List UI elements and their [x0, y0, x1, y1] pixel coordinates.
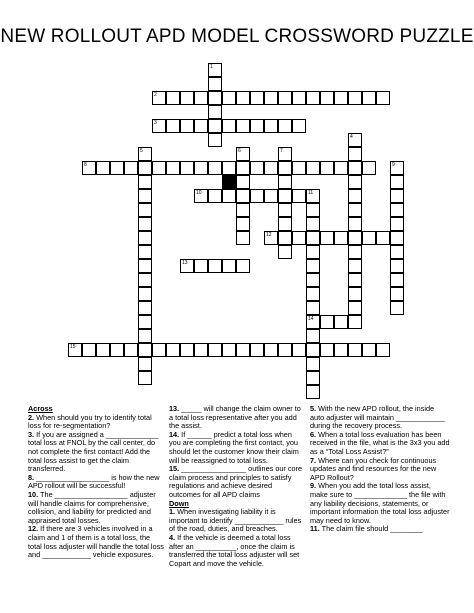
grid-cell[interactable]: [236, 175, 250, 189]
clue-number-7: 7: [280, 147, 283, 154]
grid-cell[interactable]: [278, 161, 292, 175]
clue-number-1: 1: [210, 63, 213, 70]
grid-cell[interactable]: [362, 161, 376, 175]
clue-across-12: 12. If there are 3 vehicles involved in a claim and 1 of them is a total loss, the total loss adjuster will handle the total loss and ____________ vehicle exposures.: [28, 524, 164, 560]
grid-cell[interactable]: [250, 161, 264, 175]
grid-cell[interactable]: [348, 147, 362, 161]
grid-cell[interactable]: [166, 161, 180, 175]
grid-cell[interactable]: [250, 91, 264, 105]
grid-cell[interactable]: [236, 189, 250, 203]
grid-cell[interactable]: [334, 343, 348, 357]
grid-cell[interactable]: [306, 287, 320, 301]
grid-cell[interactable]: [390, 175, 404, 189]
grid-cell[interactable]: [194, 161, 208, 175]
grid-cell[interactable]: [250, 119, 264, 133]
grid-cell[interactable]: [138, 245, 152, 259]
grid-cell[interactable]: [138, 217, 152, 231]
grid-cell[interactable]: [138, 189, 152, 203]
grid-cell[interactable]: [292, 161, 306, 175]
clues-column-2: [169, 405, 305, 568]
grid-cell[interactable]: [236, 119, 250, 133]
grid-cell[interactable]: [292, 119, 306, 133]
grid-cell[interactable]: [278, 203, 292, 217]
clue-number-9: 9: [392, 161, 395, 168]
grid-cell[interactable]: [306, 371, 320, 385]
grid-cell[interactable]: [222, 119, 236, 133]
grid-cell[interactable]: [138, 343, 152, 357]
grid-cell[interactable]: [348, 161, 362, 175]
grid-cell[interactable]: [264, 189, 278, 203]
grid-cell[interactable]: [236, 203, 250, 217]
grid-cell[interactable]: [348, 217, 362, 231]
clue-number-5: 5: [140, 147, 143, 154]
grid-cell[interactable]: [348, 189, 362, 203]
grid-cell[interactable]: [362, 91, 376, 105]
grid-cell[interactable]: [208, 119, 222, 133]
grid-cell[interactable]: [320, 161, 334, 175]
grid-cell[interactable]: [138, 231, 152, 245]
grid-cell[interactable]: [292, 231, 306, 245]
grid-cell[interactable]: [250, 343, 264, 357]
grid-cell[interactable]: [264, 343, 278, 357]
grid-cell[interactable]: [348, 315, 362, 329]
grid-cell[interactable]: [278, 217, 292, 231]
grid-cell[interactable]: [124, 343, 138, 357]
grid-cell[interactable]: [138, 371, 152, 385]
grid-cell[interactable]: [152, 343, 166, 357]
grid-cell[interactable]: [82, 343, 96, 357]
grid-cell[interactable]: [264, 91, 278, 105]
down-heading: Down: [169, 498, 189, 508]
grid-cell[interactable]: [278, 245, 292, 259]
grid-cell[interactable]: [348, 273, 362, 287]
grid-cell[interactable]: [334, 315, 348, 329]
black-square: [222, 175, 236, 189]
grid-cell[interactable]: [138, 203, 152, 217]
grid-cell[interactable]: [236, 231, 250, 245]
grid-cell[interactable]: [348, 91, 362, 105]
grid-cell[interactable]: [236, 161, 250, 175]
grid-cell[interactable]: [166, 343, 180, 357]
clue-number-10: 10: [196, 189, 202, 196]
grid-cell[interactable]: [208, 259, 222, 273]
clue-across-13: 13. _____ will change the claim owner to a total loss representative after you add the assist.: [169, 404, 301, 431]
grid-cell[interactable]: [348, 287, 362, 301]
page-title: NEW ROLLOUT APD MODEL CROSSWORD PUZZLE: [0, 26, 474, 47]
grid-cell[interactable]: [390, 203, 404, 217]
grid-cell[interactable]: [376, 231, 390, 245]
grid-cell[interactable]: [96, 161, 110, 175]
grid-cell[interactable]: [208, 105, 222, 119]
grid-cell[interactable]: [376, 91, 390, 105]
grid-cell[interactable]: [180, 119, 194, 133]
grid-cell[interactable]: [278, 91, 292, 105]
grid-cell[interactable]: [208, 91, 222, 105]
grid-cell[interactable]: [390, 273, 404, 287]
grid-cell[interactable]: [180, 343, 194, 357]
grid-cell[interactable]: [180, 161, 194, 175]
grid-cell[interactable]: [278, 175, 292, 189]
grid-cell[interactable]: [236, 91, 250, 105]
grid-cell[interactable]: [138, 357, 152, 371]
grid-cell[interactable]: [292, 91, 306, 105]
grid-cell[interactable]: [166, 91, 180, 105]
clue-number-11: 11: [308, 189, 314, 196]
grid-cell[interactable]: [222, 259, 236, 273]
grid-cell[interactable]: [138, 273, 152, 287]
grid-cell[interactable]: [222, 91, 236, 105]
clue-across-10: 10. The __________________ adjuster will handle claims for comprehensive, collision, and liability for predicted and appraised total losses.: [28, 489, 156, 525]
clues-column-1: [28, 405, 164, 560]
clue-down-11: 11. The claim file should ________: [310, 524, 423, 534]
grid-cell[interactable]: [320, 91, 334, 105]
grid-cell[interactable]: [306, 245, 320, 259]
grid-cell[interactable]: [278, 343, 292, 357]
grid-cell[interactable]: [306, 161, 320, 175]
grid-cell[interactable]: [264, 161, 278, 175]
grid-cell[interactable]: [306, 301, 320, 315]
grid-cell[interactable]: [348, 203, 362, 217]
grid-cell[interactable]: [306, 329, 320, 343]
grid-cell[interactable]: [222, 343, 236, 357]
clue-number-15: 15: [70, 343, 76, 350]
across-heading: Across: [28, 404, 53, 413]
clue-number-2: 2: [154, 91, 157, 98]
grid-cell[interactable]: [222, 161, 236, 175]
clue-down-5: 5. With the new APD rollout, the inside auto adjuster will maintain ____________ during the recovery process.: [310, 404, 445, 431]
grid-cell[interactable]: [110, 343, 124, 357]
grid-cell[interactable]: [334, 161, 348, 175]
grid-cell[interactable]: [390, 259, 404, 273]
grid-cell[interactable]: [306, 217, 320, 231]
clue-number-12: 12: [266, 231, 272, 238]
grid-cell[interactable]: [278, 119, 292, 133]
grid-cell[interactable]: [390, 231, 404, 245]
clue-across-2: 2. When should you try to identify total loss for re-segmentation?: [28, 412, 152, 431]
grid-cell[interactable]: [208, 189, 222, 203]
grid-cell[interactable]: [208, 77, 222, 91]
grid-cell[interactable]: [208, 343, 222, 357]
clue-across-15: 15. ________________ outlines our core claim process and principles to satisfy regulations and achieve desired outcomes for all APD claims: [169, 464, 303, 499]
grid-cell[interactable]: [306, 91, 320, 105]
grid-cell[interactable]: [250, 189, 264, 203]
grid-cell[interactable]: [348, 259, 362, 273]
grid-cell[interactable]: [208, 133, 222, 147]
grid-cell[interactable]: [348, 245, 362, 259]
grid-cell[interactable]: [376, 343, 390, 357]
grid-cell[interactable]: [194, 119, 208, 133]
clue-across-14: 14. If ______ predict a total loss when you are completing the first contact, you should let the customer know their claim will be reassigned to total loss.: [169, 429, 299, 465]
grid-cell[interactable]: [138, 329, 152, 343]
grid-cell[interactable]: [194, 259, 208, 273]
grid-cell[interactable]: [334, 91, 348, 105]
grid-cell[interactable]: [306, 203, 320, 217]
grid-cell[interactable]: [222, 189, 236, 203]
grid-cell[interactable]: [362, 231, 376, 245]
grid-cell[interactable]: [390, 287, 404, 301]
grid-cell[interactable]: [306, 343, 320, 357]
clue-number-13: 13: [182, 259, 188, 266]
grid-cell[interactable]: [348, 175, 362, 189]
clue-number-6: 6: [238, 147, 241, 154]
grid-cell[interactable]: [320, 231, 334, 245]
grid-cell[interactable]: [390, 217, 404, 231]
grid-cell[interactable]: [348, 231, 362, 245]
grid-cell[interactable]: [138, 175, 152, 189]
clue-number-8: 8: [84, 161, 87, 168]
grid-cell[interactable]: [320, 315, 334, 329]
grid-cell[interactable]: [236, 343, 250, 357]
grid-cell[interactable]: [264, 119, 278, 133]
grid-cell[interactable]: [138, 315, 152, 329]
grid-cell[interactable]: [306, 231, 320, 245]
grid-cell[interactable]: [208, 161, 222, 175]
clue-number-14: 14: [308, 315, 314, 322]
grid-cell[interactable]: [166, 119, 180, 133]
clue-down-6: 6. When a total loss evaluation has been received in the file, what is the 3x3 you add as a “Total Loss Assist?”: [310, 429, 450, 456]
grid-cell[interactable]: [390, 301, 404, 315]
grid-cell[interactable]: [292, 343, 306, 357]
grid-cell[interactable]: [194, 91, 208, 105]
grid-cell[interactable]: [306, 357, 320, 371]
grid-cell[interactable]: [236, 217, 250, 231]
grid-cell[interactable]: [320, 343, 334, 357]
clue-across-3: 3. If you are assigned a _____________ total loss at FNOL by the call center, do not complete the first contact! Add the total loss assist to get the claim transferred.: [28, 429, 159, 474]
grid-cell[interactable]: [138, 161, 152, 175]
clue-down-4: 4. If the vehicle is deemed a total loss after an __________, once the claim is transferred the total loss adjuster will set Copart and move the vehicle.: [169, 532, 300, 568]
grid-cell[interactable]: [292, 189, 306, 203]
grid-cell[interactable]: [390, 245, 404, 259]
grid-cell[interactable]: [306, 259, 320, 273]
clue-number-4: 4: [350, 133, 353, 140]
clues-column-3: [310, 405, 450, 534]
grid-cell[interactable]: [348, 343, 362, 357]
grid-cell[interactable]: [96, 343, 110, 357]
grid-cell[interactable]: [110, 161, 124, 175]
grid-cell[interactable]: [124, 161, 138, 175]
grid-cell[interactable]: [334, 231, 348, 245]
clue-down-7: 7. Where can you check for continuous updates and find resources for the new APD Rollout?: [310, 455, 437, 482]
grid-cell[interactable]: [138, 301, 152, 315]
grid-cell[interactable]: [236, 259, 250, 273]
grid-cell[interactable]: [152, 161, 166, 175]
grid-cell[interactable]: [306, 385, 320, 399]
clue-across-8: 8. __________________ is how the new APD rollout will be successful!: [28, 472, 160, 491]
grid-cell[interactable]: [138, 287, 152, 301]
clue-down-9: 9. When you add the total loss assist, make sure to _____________ the file with any liability decisions, statements, or important information the total loss adjuster may need to know.: [310, 481, 450, 525]
grid-cell[interactable]: [194, 343, 208, 357]
grid-cell[interactable]: [278, 189, 292, 203]
grid-cell[interactable]: [390, 189, 404, 203]
clue-number-3: 3: [154, 119, 157, 126]
grid-cell[interactable]: [362, 343, 376, 357]
grid-cell[interactable]: [306, 273, 320, 287]
grid-cell[interactable]: [348, 301, 362, 315]
grid-cell[interactable]: [278, 231, 292, 245]
grid-cell[interactable]: [180, 91, 194, 105]
grid-cell[interactable]: [138, 259, 152, 273]
clue-down-1: 1. When investigating liability it is important to identify ____________ rules of the road, duties, and breaches.: [169, 507, 302, 534]
